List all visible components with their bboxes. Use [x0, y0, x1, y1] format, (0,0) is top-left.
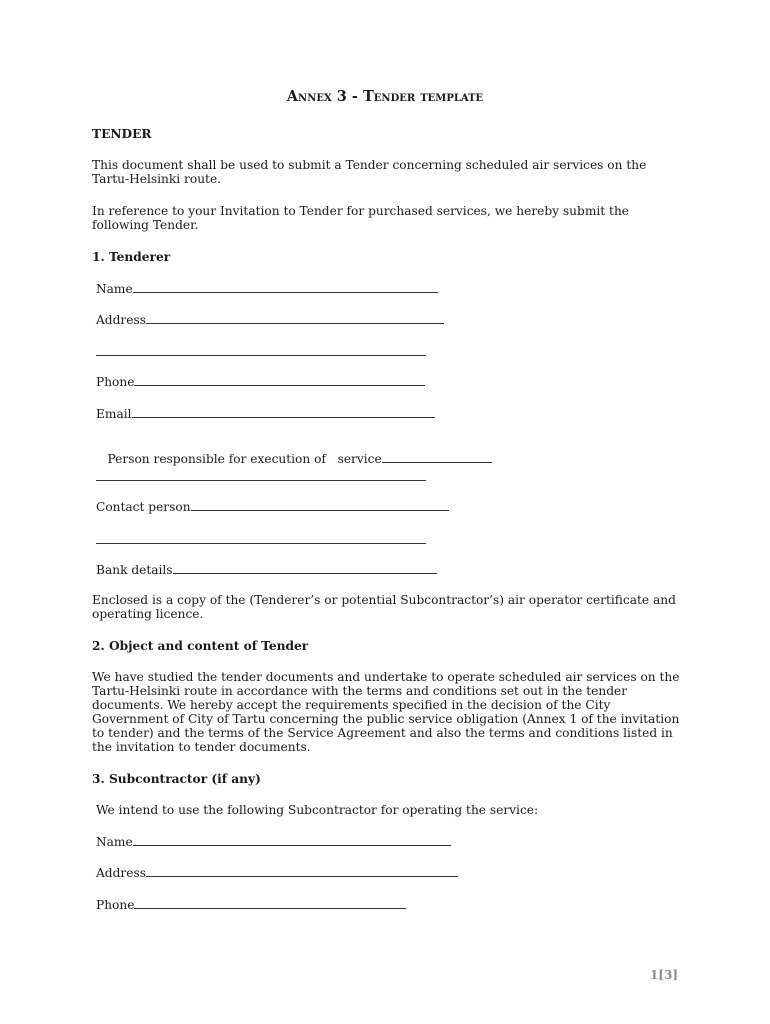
- subcontractor-intro: We intend to use the following Subcontractor for operating the service:: [96, 803, 539, 817]
- sub-phone-blank: [134, 897, 406, 909]
- sub-phone-label: Phone: [96, 898, 135, 912]
- contact-continuation-blank: [96, 543, 426, 544]
- sub-address-label: Address: [96, 866, 146, 880]
- page-number: 1[3]: [649, 968, 678, 982]
- address-continuation-blank: [96, 355, 426, 356]
- title-tender: Tender template: [363, 88, 484, 105]
- bank-blank: [173, 562, 437, 574]
- title-dash: -: [351, 88, 358, 105]
- contact-person-field: [96, 499, 449, 514]
- subcontractor-name-field: [96, 834, 451, 849]
- responsible-person-field: [92, 437, 492, 480]
- section-1-heading: 1. Tenderer: [92, 250, 171, 264]
- contact-label: Contact person: [96, 500, 191, 514]
- bank-label: Bank details: [96, 563, 173, 577]
- bank-details-field: [96, 562, 437, 577]
- tenderer-phone-field: [96, 374, 425, 389]
- email-label: Email: [96, 407, 132, 421]
- phone-label: Phone: [96, 375, 135, 389]
- enclosed-paragraph: Enclosed is a copy of the (Tenderer’s or potential Subcontractor’s) air operator certificate and operating licence.: [92, 593, 676, 621]
- responsible-blank: [382, 451, 492, 463]
- tenderer-address-field: [96, 312, 444, 327]
- phone-blank: [134, 374, 425, 386]
- intro-paragraph-2: In reference to your Invitation to Tender for purchased services, we hereby submit the following Tender.: [92, 204, 630, 232]
- sub-name-blank: [133, 834, 451, 846]
- section-3-heading: 3. Subcontractor (if any): [92, 772, 261, 786]
- subcontractor-phone-field: [96, 897, 406, 912]
- tender-heading: TENDER: [92, 127, 152, 141]
- subcontractor-address-field: [96, 865, 458, 880]
- address-label: Address: [96, 313, 146, 327]
- section-2-body: We have studied the tender documents and undertake to operate scheduled air services on the Tartu-Helsinki route in accordance with the terms and conditions set out in the tender documents. We hereby accept the requirements specified in the decision of the City Government of City of Tartu concerning the public service obligation (Annex 1 of the invitation to tender) and the terms of the Service Agreement and also the terms and conditions listed in the invitation to tender documents.: [92, 670, 680, 754]
- document-title: [0, 88, 770, 106]
- contact-blank: [191, 499, 449, 511]
- responsible-label: Person responsible for execution of service: [107, 452, 382, 466]
- name-label: Name: [96, 282, 133, 296]
- sub-address-blank: [146, 865, 458, 877]
- address-blank: [146, 312, 444, 324]
- section-2-heading: 2. Object and content of Tender: [92, 639, 309, 653]
- tenderer-name-field: [96, 281, 438, 296]
- intro-paragraph-1: This document shall be used to submit a Tender concerning scheduled air services on the Tartu-Helsinki route.: [92, 158, 647, 186]
- title-annex: Annex 3: [286, 88, 347, 105]
- sub-name-label: Name: [96, 835, 133, 849]
- email-blank: [132, 406, 435, 418]
- name-blank: [133, 281, 438, 293]
- tenderer-email-field: [96, 406, 435, 421]
- responsible-continuation-blank: [96, 480, 426, 481]
